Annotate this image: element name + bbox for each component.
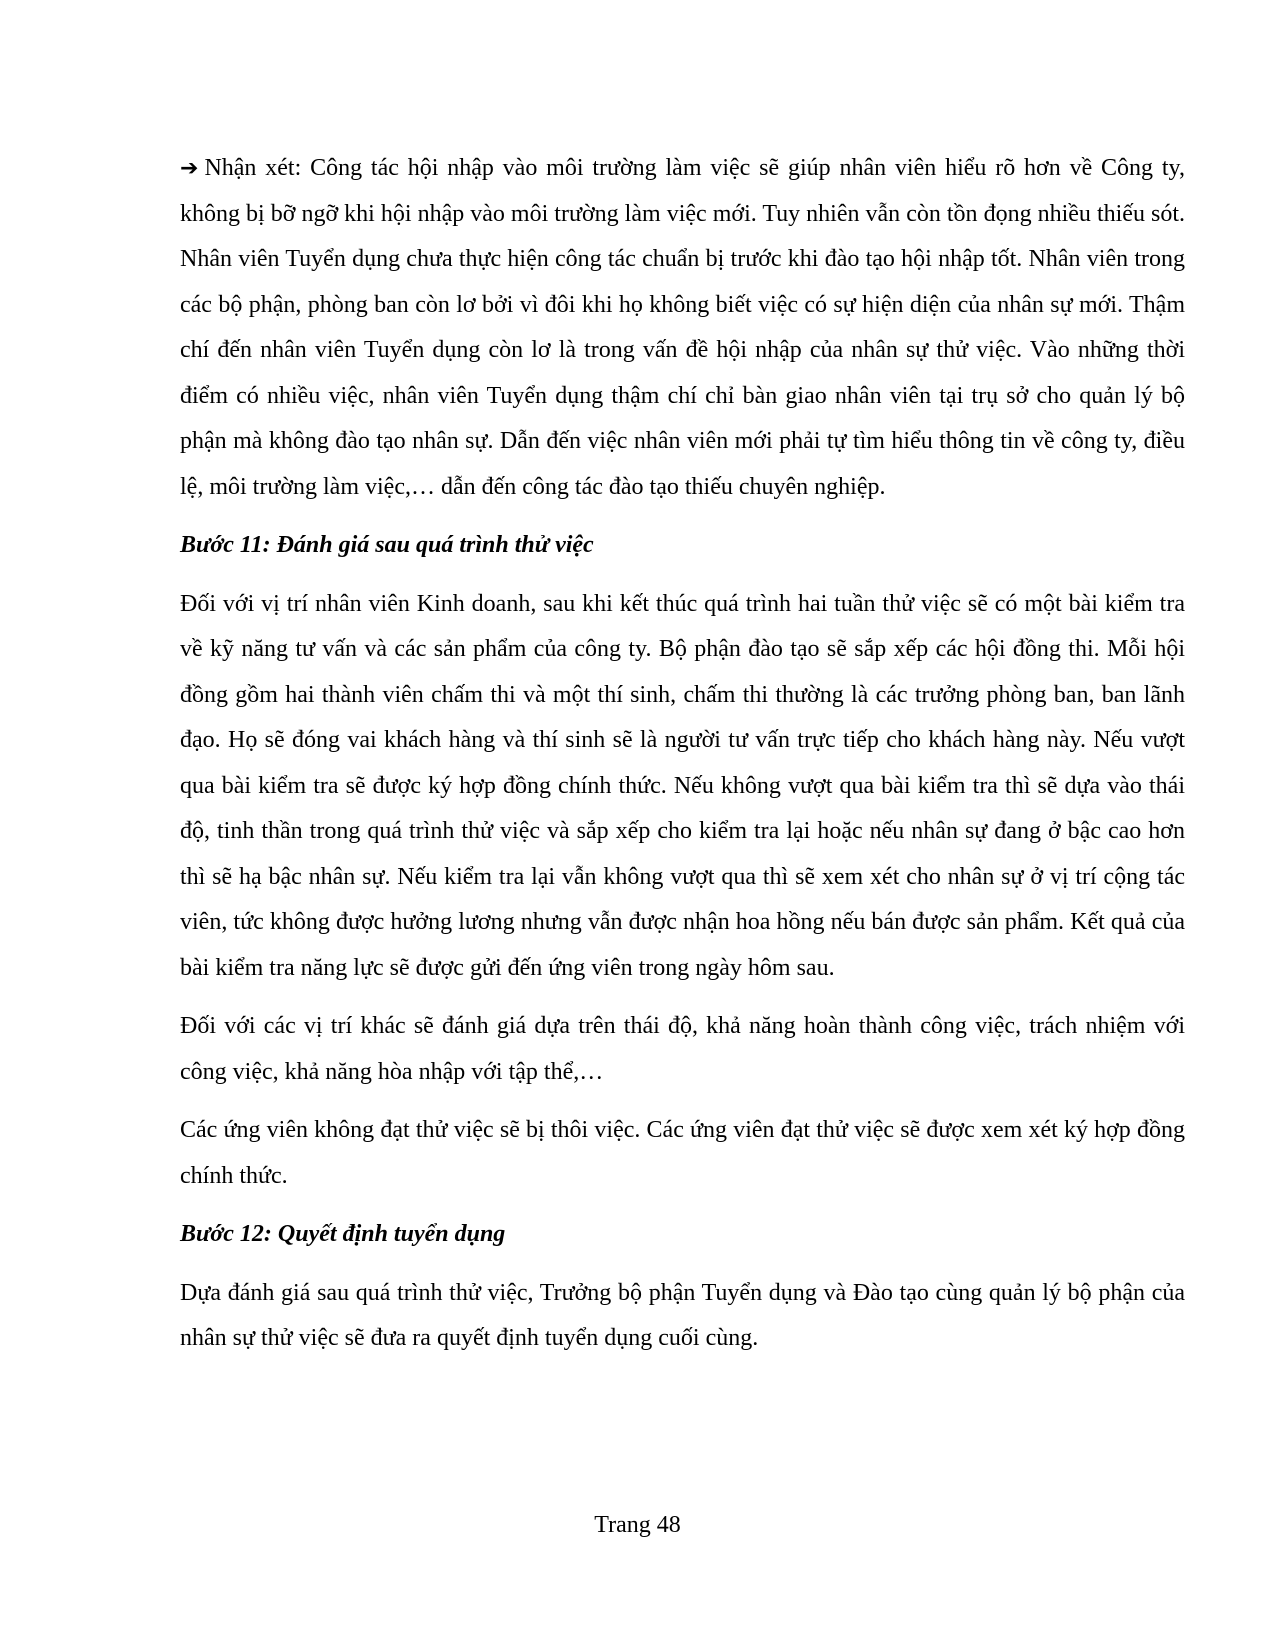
- paragraph-hiring-decision: Dựa đánh giá sau quá trình thử việc, Trưởng bộ phận Tuyển dụng và Đào tạo cùng quản lý bộ phận của nhân sự thử việc sẽ đưa ra quyết định tuyển dụng cuối cùng.: [180, 1279, 1185, 1351]
- paragraph-text: Nhận xét: Công tác hội nhập vào môi trường làm việc sẽ giúp nhân viên hiểu rõ hơn về Công ty, không bị bỡ ngỡ khi hội nhập vào môi trường làm việc mới. Tuy nhiên vẫn còn tồn đọng nhiều thiếu sót. Nhân viên Tuyển dụng chưa thực hiện công tác chuẩn bị trước khi đào tạo hội nhập tốt. Nhân viên trong các bộ phận, phòng ban còn lơ bởi vì đôi khi họ không biết việc có sự hiện diện của nhân sự mới. Thậm chí đến nhân viên Tuyển dụng còn lơ là trong vấn đề hội nhập của nhân sự thử việc. Vào những thời điểm có nhiều việc, nhân viên Tuyển dụng thậm chí chỉ bàn giao nhân viên tại trụ sở cho quản lý bộ phận mà không đào tạo nhân sự. Dẫn đến việc nhân viên mới phải tự tìm hiểu thông tin về công ty, điều lệ, môi trường làm việc,… dẫn đến công tác đào tạo thiếu chuyên nghiệp.: [180, 155, 1185, 500]
- paragraph-sales-evaluation: Đối với vị trí nhân viên Kinh doanh, sau khi kết thúc quá trình hai tuần thử việc sẽ có một bài kiểm tra về kỹ năng tư vấn và các sản phẩm của công ty. Bộ phận đào tạo sẽ sắp xếp các hội đồng thi. Mỗi hội đồng gồm hai thành viên chấm thi và một thí sinh, chấm thi thường là các trưởng phòng ban, ban lãnh đạo. Họ sẽ đóng vai khách hàng và thí sinh sẽ là người tư vấn trực tiếp cho khách hàng này. Nếu vượt qua bài kiểm tra sẽ được ký hợp đồng chính thức. Nếu không vượt qua bài kiểm tra thì sẽ dựa vào thái độ, tinh thần trong quá trình thử việc và sắp xếp cho kiểm tra lại hoặc nếu nhân sự đang ở bậc cao hơn thì sẽ hạ bậc nhân sự. Nếu kiểm tra lại vẫn không vượt qua thì sẽ xem xét cho nhân sự ở vị trí cộng tác viên, tức không được hưởng lương nhưng vẫn được nhận hoa hồng nếu bán được sản phẩm. Kết quả của bài kiểm tra năng lực sẽ được gửi đến ứng viên trong ngày hôm sau.: [180, 590, 1185, 981]
- arrow-right-icon: ➔: [180, 156, 199, 181]
- paragraph-remark: [180, 146, 1185, 510]
- page-number: Trang 48: [594, 1512, 681, 1538]
- paragraph-other-positions: Đối với các vị trí khác sẽ đánh giá dựa trên thái độ, khả năng hoàn thành công việc, trách nhiệm với công việc, khả năng hòa nhập với tập thể,…: [180, 1013, 1185, 1085]
- section-heading-step-11: Bước 11: Đánh giá sau quá trình thử việc: [180, 532, 594, 558]
- document-page: [180, 146, 1185, 1362]
- paragraph-probation-result: Các ứng viên không đạt thử việc sẽ bị thôi việc. Các ứng viên đạt thử việc sẽ được xem xét ký hợp đồng chính thức.: [180, 1117, 1185, 1189]
- section-heading-step-12: Bước 12: Quyết định tuyển dụng: [180, 1221, 506, 1247]
